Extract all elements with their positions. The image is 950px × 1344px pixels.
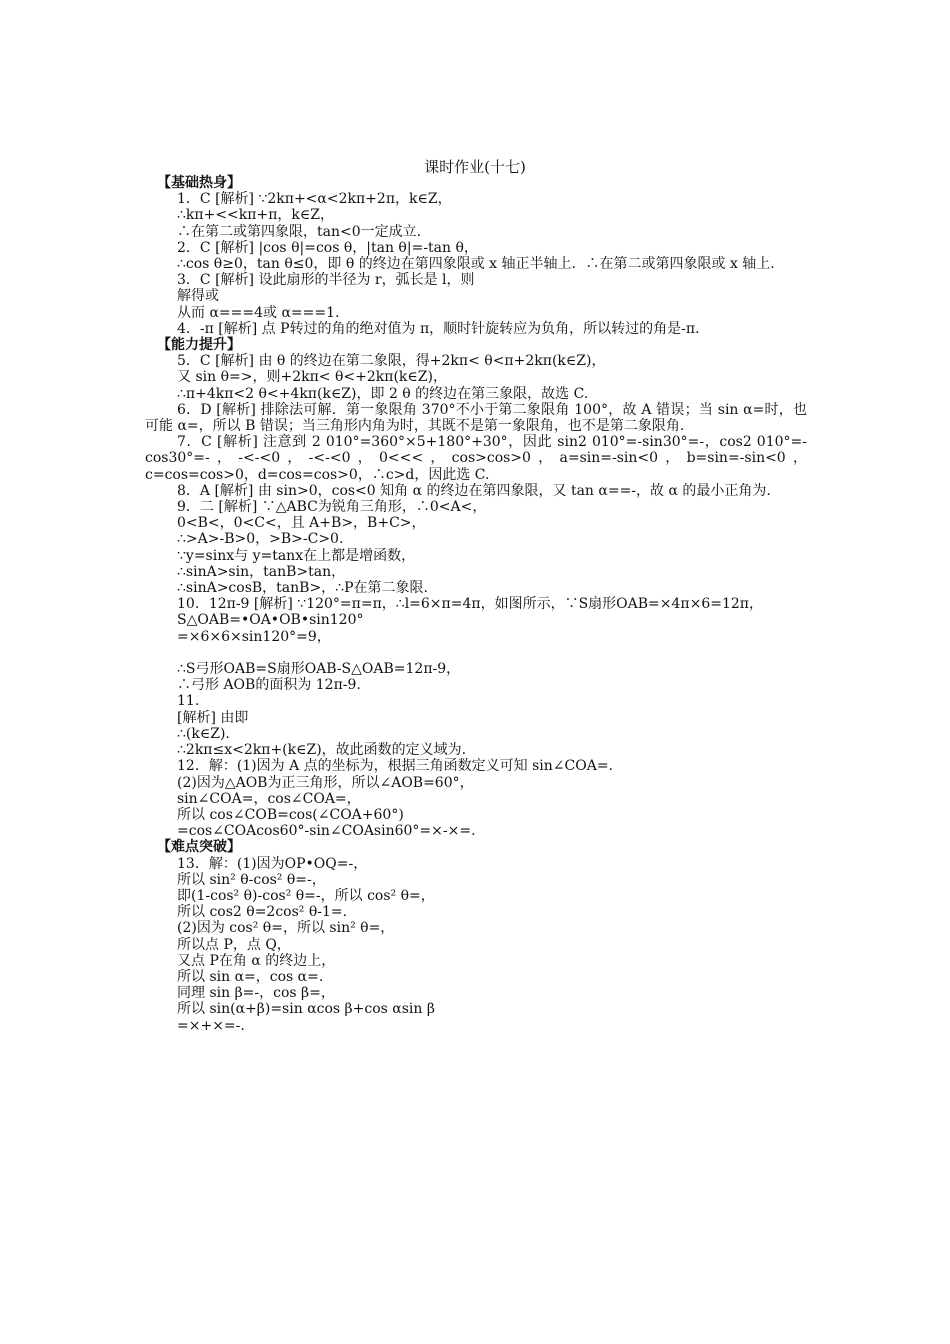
answer-line: 所以点 P，点 Q， <box>177 936 291 953</box>
answer-line: ∴>A>-B>0，>B>-C>0. <box>177 531 344 548</box>
answer-line: 5．C [解析] 由 θ 的终边在第二象限，得+2kπ< θ<π+2kπ(k∈Z)， <box>177 353 606 370</box>
answer-line: ∴sinA>sin，tanB>tan， <box>177 563 346 580</box>
answer-line: 4．-π [解析] 点 P转过的角的绝对值为 π，顺时针旋转应为负角，所以转过的角是-π. <box>177 320 700 337</box>
answer-line: S△OAB=•OA•OB•sin120° <box>177 612 364 629</box>
answer-line: 9．二 [解析] ∵△ABC为锐角三角形，∴0<A<， <box>177 499 487 516</box>
answer-line: 所以 sin(α+β)=sin αcos β+cos αsin β <box>177 1001 435 1018</box>
answer-line: 同理 sin β=-，cos β=， <box>177 985 335 1002</box>
answer-line: 6．D [解析] 排除法可解．第一象限角 370°不小于第二象限角 100°，故 A 错误；当 sin α=时，也可能 α=，所以 B 错误；当三角形内角为时，其既不是第一象限角，也不是第二象限角. <box>145 401 807 435</box>
answer-line: 即(1-cos² θ)-cos² θ=-，所以 cos² θ=， <box>177 887 435 904</box>
answer-line: ∴2kπ≤x<2kπ+(k∈Z)，故此函数的定义域为. <box>177 742 467 759</box>
answer-line: 10．12π-9 [解析] ∵120°=π=π，∴l=6×π=4π，如图所示，∵S扇形OAB=×4π×6=12π， <box>177 596 763 613</box>
answer-line: ∴S弓形OAB=S扇形OAB-S△OAB=12π-9， <box>177 661 461 678</box>
answer-line: ∴(k∈Z). <box>177 725 230 742</box>
answer-line: 又 sin θ=>，则+2kπ< θ<+2kπ(k∈Z)， <box>177 369 447 386</box>
answer-line: ∵y=sinx与 y=tanx在上都是增函数， <box>177 547 416 564</box>
answer-line: (2)因为△AOB为正三角形，所以∠AOB=60°， <box>177 774 474 791</box>
answer-line: 所以 cos∠COB=cos(∠COA+60°) <box>177 806 404 823</box>
section-heading: 【难点突破】 <box>157 839 241 856</box>
answer-line: ∴在第二或第四象限，tan<0一定成立. <box>177 223 422 240</box>
answer-line: 2．C [解析] |cos θ|=cos θ，|tan θ|=-tan θ， <box>177 239 478 256</box>
answer-line: 8．A [解析] 由 sin>0，cos<0 知角 α 的终边在第四象限，又 tan α==-，故 α 的最小正角为. <box>177 482 771 499</box>
answer-line: (2)因为 cos² θ=，所以 sin² θ=， <box>177 920 395 937</box>
answer-line: ∴kπ+<<kπ+π，k∈Z， <box>177 207 334 224</box>
answer-line: 解得或 <box>177 288 219 305</box>
answer-line: 12．解：(1)因为 A 点的坐标为，根据三角函数定义可知 sin∠COA=. <box>177 758 613 775</box>
answer-line: =×+×=-. <box>177 1017 245 1034</box>
answer-line: 0<B<，0<C<，且 A+B>，B+C>， <box>177 515 426 532</box>
answer-line: ∴cos θ≥0，tan θ≤0，即 θ 的终边在第四象限或 x 轴正半轴上．∴在第二或第四象限或 x 轴上. <box>177 256 775 273</box>
blank-line <box>145 645 807 661</box>
answer-line: sin∠COA=，cos∠COA=， <box>177 790 361 807</box>
answer-line: 11. <box>177 693 200 710</box>
answer-line: 所以 sin α=，cos α=. <box>177 968 324 985</box>
answer-line: 所以 cos2 θ=2cos² θ-1=. <box>177 904 348 921</box>
answer-line: 3．C [解析] 设此扇形的半径为 r，弧长是 l，则 <box>177 272 475 289</box>
answer-line: 所以 sin² θ-cos² θ=-， <box>177 871 326 888</box>
answer-line: 13．解：(1)因为OP•OQ=-， <box>177 855 368 872</box>
answer-line: =cos∠COAcos60°-sin∠COAsin60°=×-×=. <box>177 823 476 840</box>
section-heading: 【基础热身】 <box>157 175 241 191</box>
answer-line: =×6×6×sin120°=9， <box>177 628 331 645</box>
page-title: 课时作业(十七) <box>424 158 526 176</box>
answer-line: 从而 α===4或 α===1. <box>177 304 340 321</box>
answer-body <box>145 175 807 1034</box>
answer-line: ∴π+4kπ<2 θ<+4kπ(k∈Z)，即 2 θ 的终边在第三象限，故选 C. <box>177 385 589 402</box>
answer-line: 1．C [解析] ∵2kπ+<α<2kπ+2π，k∈Z， <box>177 191 452 208</box>
section-heading: 【能力提升】 <box>157 337 241 354</box>
answer-line: 又点 P在角 α 的终边上， <box>177 952 336 969</box>
answer-line: ∴弓形 AOB的面积为 12π-9. <box>177 677 361 694</box>
answer-line: [解析] 由即 <box>177 709 249 726</box>
answer-line: 7．C [解析] 注意到 2 010°=360°×5+180°+30°，因此 sin2 010°=-sin30°=-，cos2 010°=-cos30°=-，-<-<0，-<-<0，0<<<，cos>cos>0，a=sin=-sin<0，b=sin=-sin<0，c=cos=cos>0，d=cos=cos>0，∴c>d，因此选 C. <box>145 434 807 483</box>
answer-line: ∴sinA>cosB，tanB>，∴P在第二象限. <box>177 580 428 597</box>
